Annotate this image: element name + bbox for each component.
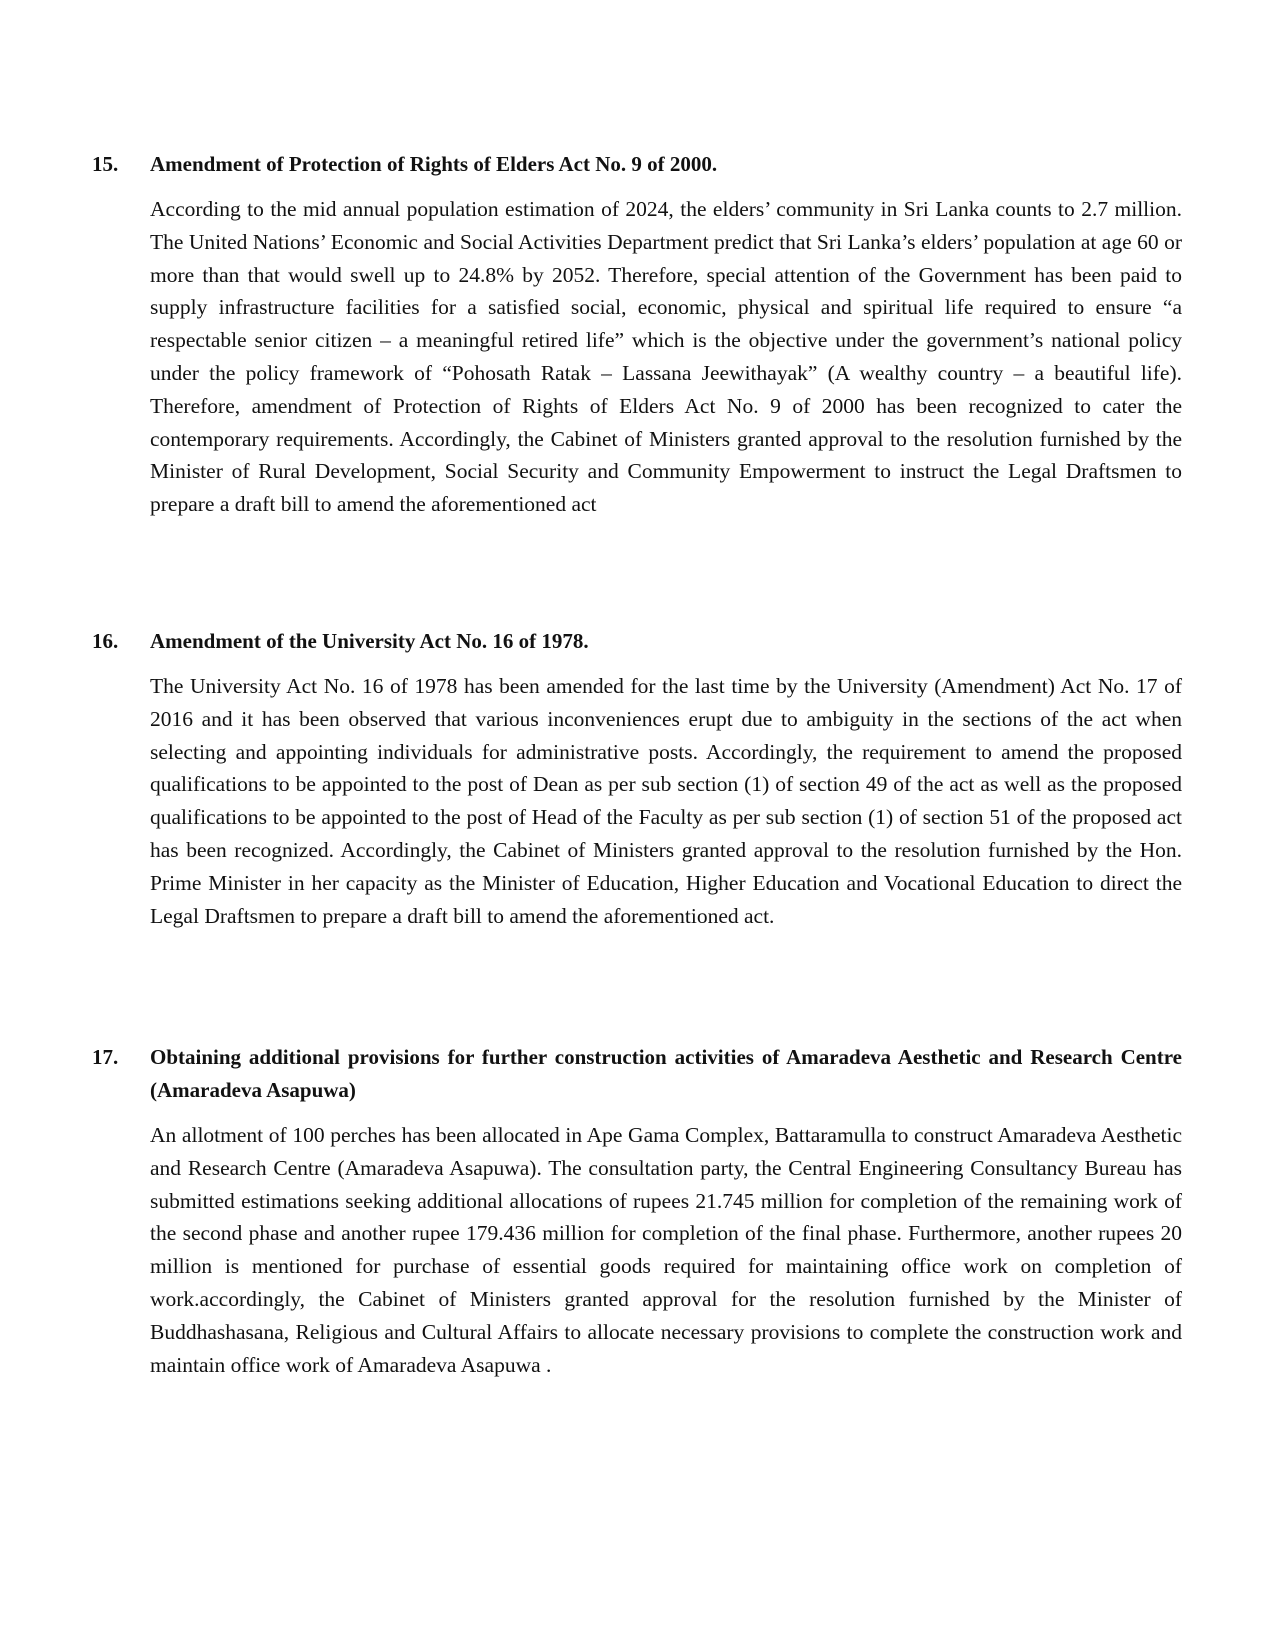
section-title: Amendment of the University Act No. 16 of 1978.	[150, 629, 589, 653]
section-17	[92, 1041, 1182, 1403]
section-body: The University Act No. 16 of 1978 has been amended for the last time by the University (Amendment) Act No. 17 of 2016 and it has been observed that various inconveniences erupt due to ambiguity in the sections of the act when selecting and appointing individuals for administrative posts. Accordingly, the requirement to amend the proposed qualifications to be appointed to the post of Dean as per sub section (1) of section 49 of the act as well as the proposed qualifications to be appointed to the post of Head of the Faculty as per sub section (1) of section 51 of the proposed act has been recognized. Accordingly, the Cabinet of Ministers granted approval to the resolution furnished by the Hon. Prime Minister in her capacity as the Minister of Education, Higher Education and Vocational Education to direct the Legal Draftsmen to prepare a draft bill to amend the aforementioned act.	[150, 674, 1182, 928]
section-number: 16.	[92, 629, 119, 653]
section-body: According to the mid annual population estimation of 2024, the elders’ community in Sri Lanka counts to 2.7 million. The United Nations’ Economic and Social Activities Department predict that Sri Lanka’s elders’ population at age 60 or more than that would swell up to 24.8% by 2052. Therefore, special attention of the Government has been paid to supply infrastructure facilities for a satisfied social, economic, physical and spiritual life required to ensure “a respectable senior citizen – a meaningful retired life” which is the objective under the government’s national policy under the policy framework of “Pohosath Ratak – Lassana Jeewithayak” (A wealthy country – a beautiful life). Therefore, amendment of Protection of Rights of Elders Act No. 9 of 2000 has been recognized to cater the contemporary requirements. Accordingly, the Cabinet of Ministers granted approval to the resolution furnished by the Minister of Rural Development, Social Security and Community Empowerment to instruct the Legal Draftsmen to prepare a draft bill to amend the aforementioned act	[150, 197, 1182, 517]
section-16	[92, 625, 1182, 954]
section-heading	[92, 625, 1182, 658]
section-heading	[92, 148, 1182, 181]
section-15	[92, 148, 1182, 542]
section-heading	[92, 1041, 1182, 1107]
section-number: 17.	[92, 1045, 119, 1069]
section-body: An allotment of 100 perches has been allocated in Ape Gama Complex, Battaramulla to construct Amaradeva Aesthetic and Research Centre (Amaradeva Asapuwa). The consultation party, the Central Engineering Consultancy Bureau has submitted estimations seeking additional allocations of rupees 21.745 million for completion of the remaining work of the second phase and another rupee 179.436 million for completion of the final phase. Furthermore, another rupees 20 million is mentioned for purchase of essential goods required for maintaining office work on completion of work.accordingly, the Cabinet of Ministers granted approval for the resolution furnished by the Minister of Buddhashasana, Religious and Cultural Affairs to allocate necessary provisions to complete the construction work and maintain office work of Amaradeva Asapuwa .	[150, 1123, 1182, 1377]
section-title: Obtaining additional provisions for further construction activities of Amaradeva Aesthetic and Research Centre (Amaradeva Asapuwa)	[150, 1045, 1182, 1102]
section-number: 15.	[92, 152, 119, 176]
section-title: Amendment of Protection of Rights of Elders Act No. 9 of 2000.	[150, 152, 718, 176]
